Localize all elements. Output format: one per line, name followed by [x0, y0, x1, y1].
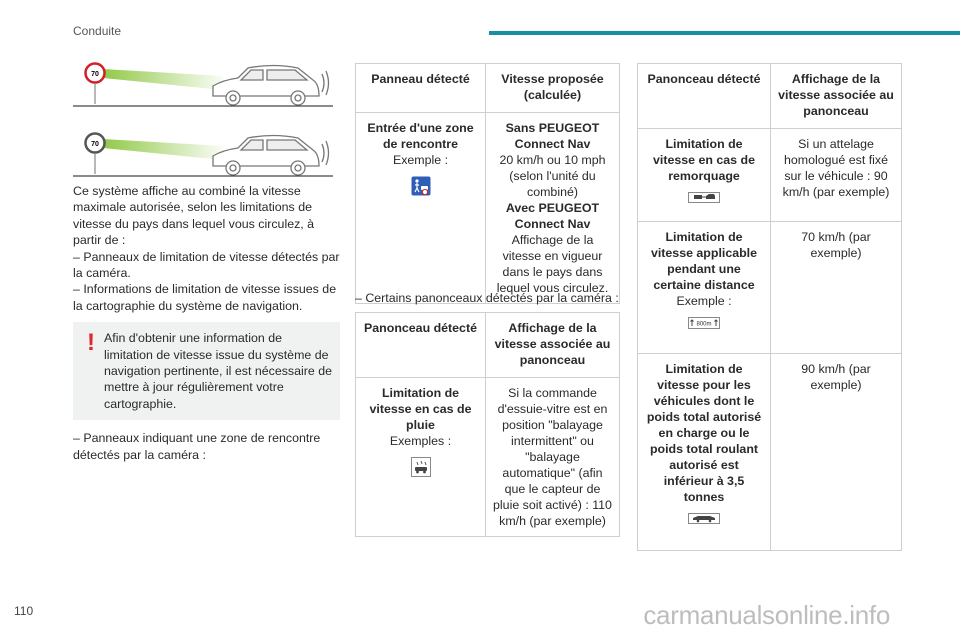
- bullet-panels: – Certains panonceaux détectés par la caméra :: [355, 291, 619, 305]
- country-speed: Affichage de la vitesse en vigueur dans le pays dans lequel vous circulez.: [496, 233, 609, 295]
- watermark: carmanualsonline.info: [643, 600, 890, 630]
- rain-speed-text: Si la commande d'essuie-vitre est en position "balayage intermittent" ou "balayage automatique" (afin que le capteur de pluie soit activé) : 110 km/h (par exemple): [493, 386, 612, 528]
- page-number: 110: [14, 604, 34, 618]
- car-icon: [213, 136, 329, 176]
- default-speed: 20 km/h ou 10 mph (selon l'unité du combiné): [499, 153, 606, 199]
- rain-panel-table: [355, 312, 620, 537]
- speed-sign-value-1: 70: [91, 71, 99, 78]
- other-panels-table: [637, 63, 902, 551]
- weight-panel-icon: [688, 513, 720, 524]
- warning-text: Afin d'obtenir une information de limitation de vitesse issue du système de navigation pertinente, il est nécessaire de mettre à jour régulièrement votre cartographie.: [104, 331, 332, 411]
- bullet-meeting-zone: – Panneaux indiquant une zone de rencontre détectés par la caméra :: [73, 431, 321, 462]
- table1-header-sign: Panneau détecté: [356, 64, 486, 113]
- towing-title: Limitation de vitesse en cas de remorquage: [653, 137, 755, 183]
- towing-panel-icon: [688, 192, 720, 203]
- table1-header-speed: Vitesse proposée (calculée): [486, 64, 620, 113]
- intro-paragraph: Ce système affiche au combiné la vitesse maximale autorisée, selon les limitations de vitesse du pays dans lequel vous circulez, à partir de :: [73, 184, 315, 248]
- weight-title: Limitation de vitesse pour les véhicules dont le poids total autorisé en charge ou le poids total roulant autorisé est inférieur à 3,5 tonnes: [646, 362, 762, 504]
- rain-panel-icon: [411, 457, 431, 477]
- rain-title: Limitation de vitesse en cas de pluie: [369, 386, 472, 432]
- weight-speed-text: 90 km/h (par exemple): [801, 362, 871, 392]
- bullet-signs: – Panneaux de limitation de vitesse détectés par la caméra.: [73, 249, 340, 281]
- camera-beam: [103, 69, 223, 90]
- header-accent-bar: [489, 31, 960, 35]
- table-row: [638, 222, 902, 354]
- table3-header-display: Affichage de la vitesse associée au panonceau: [771, 64, 902, 129]
- rain-examples-label: Exemples :: [389, 434, 452, 448]
- table-row: [638, 354, 902, 551]
- towing-speed-text: Si un attelage homologué est fixé sur le véhicule : 90 km/h (par exemple): [782, 137, 890, 199]
- warning-icon: !: [87, 329, 95, 357]
- table3-header-panel: Panonceau détecté: [638, 64, 771, 129]
- distance-example-label: Exemple :: [676, 294, 732, 308]
- bullet-navigation: – Informations de limitation de vitesse issues de la cartographie du système de navigation.: [73, 282, 337, 313]
- speed-sign-value-2: 70: [91, 141, 99, 148]
- meeting-zone-sign-icon: [411, 176, 431, 196]
- without-connect-nav: Sans PEUGEOT Connect Nav: [505, 121, 600, 151]
- warning-box: [73, 322, 340, 420]
- distance-value: 800m: [696, 321, 712, 328]
- distance-title: Limitation de vitesse applicable pendant une certaine distance: [650, 230, 758, 292]
- table-row: [638, 129, 902, 222]
- speed-sign-illustration-grey: [73, 128, 333, 178]
- car-icon: [213, 66, 329, 106]
- table-row: [356, 378, 620, 537]
- sign-title: Entrée d'une zone de rencontre: [367, 121, 474, 151]
- section-title: Conduite: [73, 24, 122, 38]
- table-row: [356, 113, 620, 304]
- distance-speed-text: 70 km/h (par exemple): [801, 230, 871, 260]
- table2-header-panel: Panonceau détecté: [356, 313, 486, 378]
- sign-example-label: Exemple :: [392, 153, 449, 167]
- with-connect-nav: Avec PEUGEOT Connect Nav: [505, 201, 600, 231]
- distance-panel-icon: [688, 317, 720, 329]
- column-1-text: [73, 183, 340, 463]
- camera-beam: [103, 139, 223, 160]
- speed-sign-illustration-active: [73, 58, 333, 108]
- table2-header-display: Affichage de la vitesse associée au panonceau: [486, 313, 620, 378]
- meeting-zone-table: [355, 63, 620, 304]
